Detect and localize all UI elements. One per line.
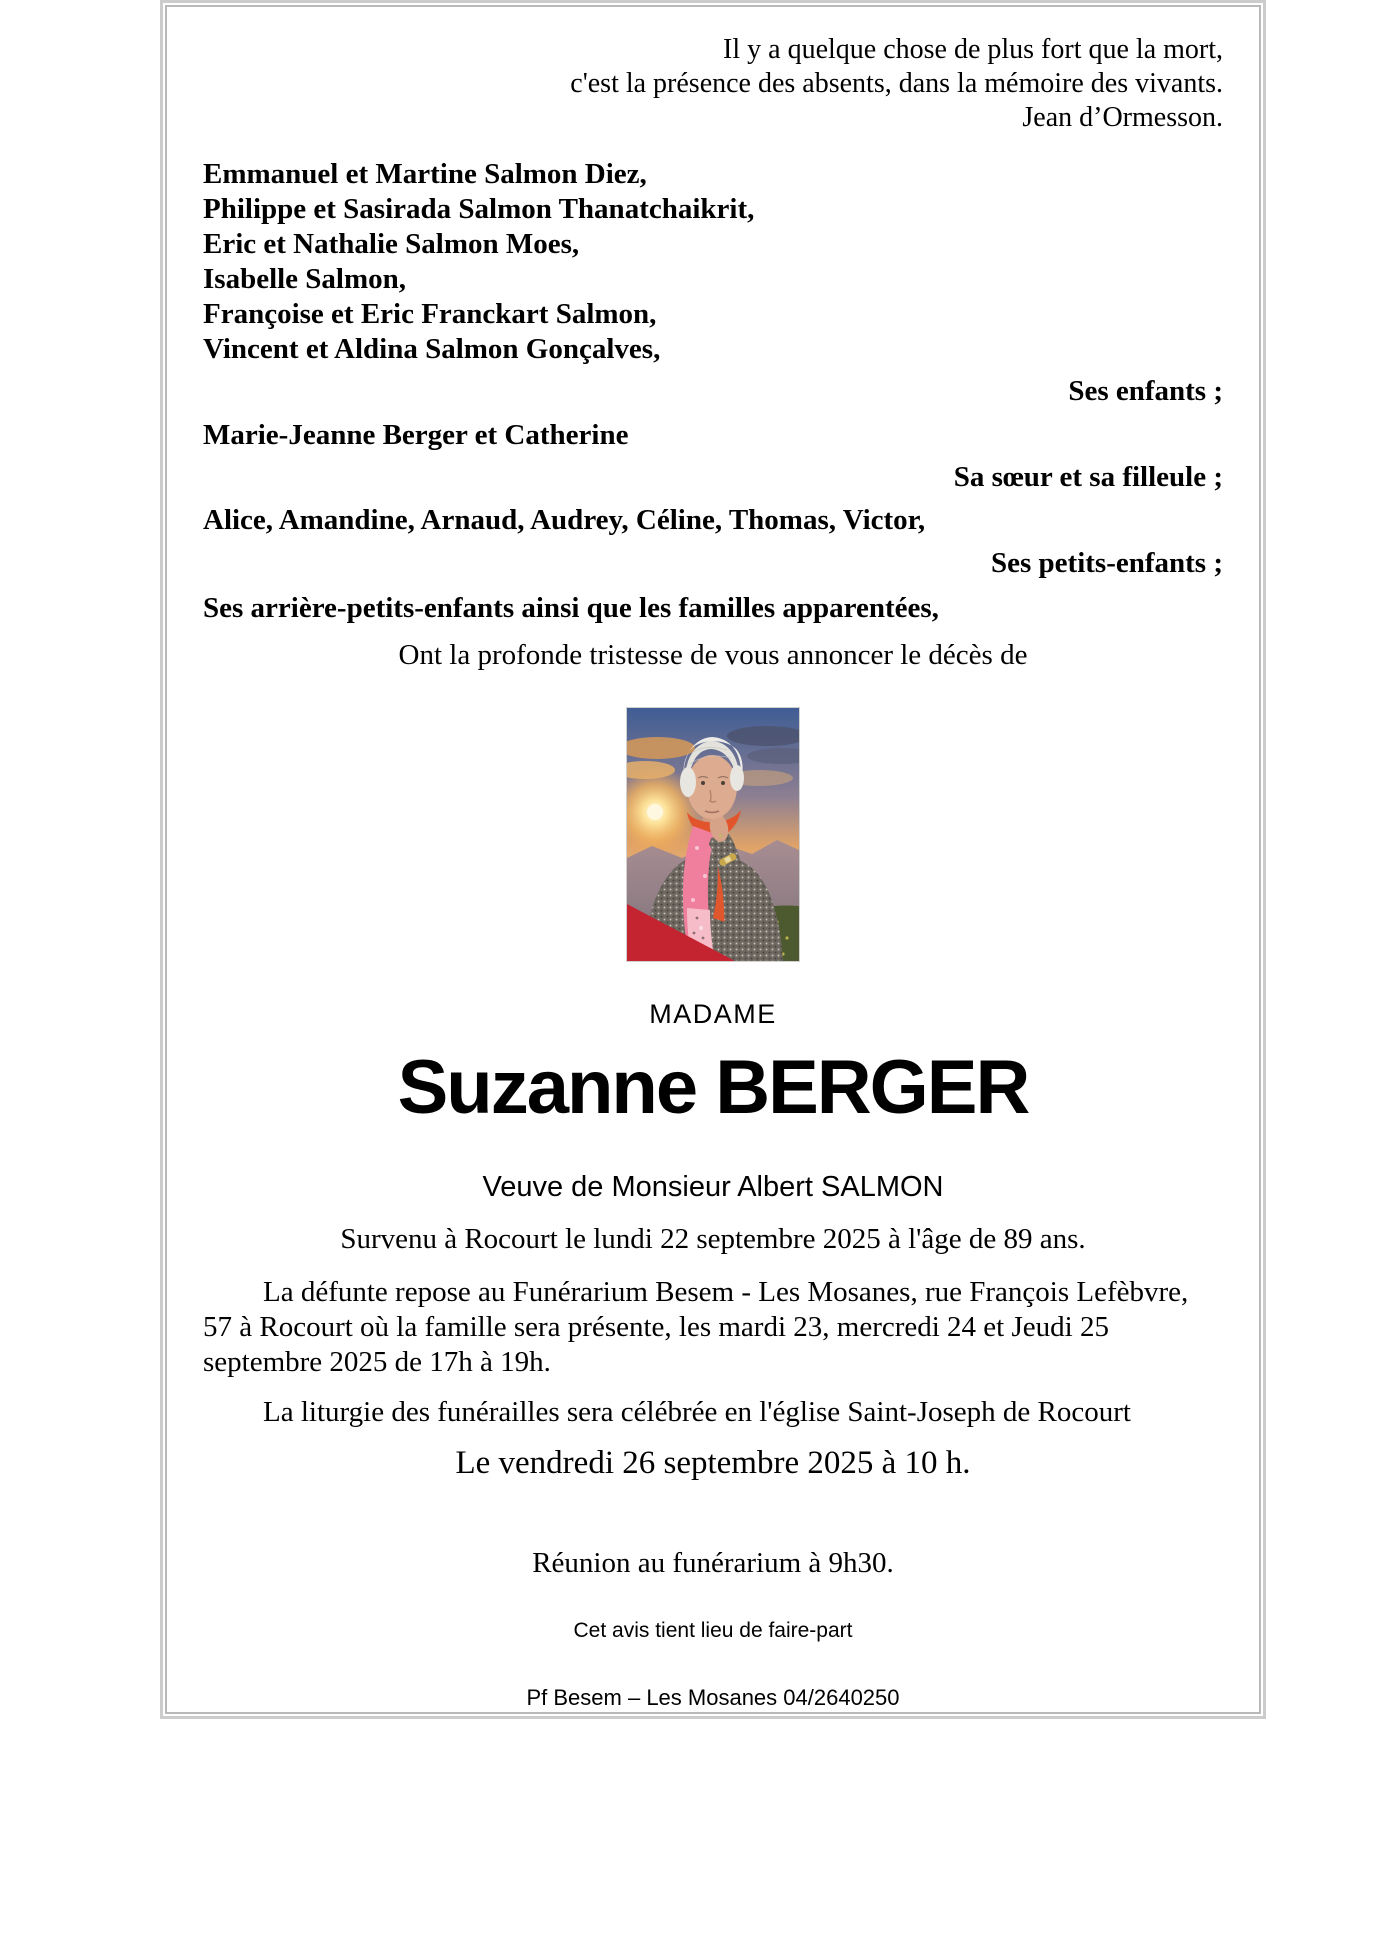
child-name: Emmanuel et Martine Salmon Diez, (203, 158, 647, 190)
funeral-home-line: Pf Besem – Les Mosanes 04/2640250 (526, 1685, 900, 1710)
death-date-line: Survenu à Rocourt le lundi 22 septembre 2025 à l'âge de 89 ans. (340, 1223, 1086, 1255)
children-names-list (203, 157, 1223, 367)
opening-quote (203, 33, 1223, 135)
quote-line-2: c'est la présence des absents, dans la mémoire des vivants. (570, 68, 1223, 99)
child-name: Vincent et Aldina Salmon Gonçalves, (203, 333, 661, 365)
child-name: Philippe et Sasirada Salmon Thanatchaikrit, (203, 193, 755, 225)
sister-line: Marie-Jeanne Berger et Catherine (203, 419, 629, 451)
funeral-date-line: Le vendredi 26 septembre 2025 à 10 h. (455, 1445, 971, 1481)
announcement-line: Ont la profonde tristesse de vous annoncer le décès de (398, 639, 1028, 671)
deceased-name: Suzanne BERGER (397, 1045, 1029, 1130)
child-name: Isabelle Salmon, (203, 263, 407, 295)
child-name: Françoise et Eric Franckart Salmon, (203, 298, 657, 330)
repose-paragraph: La défunte repose au Funérarium Besem - Les Mosanes, rue François Lefèbvre, 57 à Rocourt où la famille sera présente, les mardi 23, mercredi 24 et Jeudi 25 septembre 2025 de 17h à 19h. (203, 1276, 1189, 1378)
document-page (165, 5, 1261, 1714)
grandchildren-label: Ses petits-enfants ; (991, 547, 1223, 579)
sister-label: Sa sœur et sa filleule ; (953, 461, 1223, 493)
page-content (167, 7, 1259, 1712)
quote-line-1: Il y a quelque chose de plus fort que la mort, (723, 34, 1223, 65)
deceased-title: MADAME (649, 999, 777, 1029)
deceased-portrait-photo (626, 707, 800, 962)
notice-line: Cet avis tient lieu de faire-part (573, 1619, 853, 1642)
liturgy-line: La liturgie des funérailles sera célébrée en l'église Saint-Joseph de Rocourt (263, 1396, 1131, 1428)
widow-line: Veuve de Monsieur Albert SALMON (482, 1171, 944, 1203)
children-label: Ses enfants ; (1068, 375, 1223, 407)
great-grandchildren-line: Ses arrière-petits-enfants ainsi que les familles apparentées, (203, 592, 939, 624)
portrait-illustration (627, 708, 799, 961)
quote-attribution: Jean d’Ormesson. (1022, 102, 1223, 133)
child-name: Eric et Nathalie Salmon Moes, (203, 228, 580, 260)
meeting-line: Réunion au funérarium à 9h30. (532, 1547, 894, 1579)
grandchildren-line: Alice, Amandine, Arnaud, Audrey, Céline, Thomas, Victor, (203, 504, 926, 536)
